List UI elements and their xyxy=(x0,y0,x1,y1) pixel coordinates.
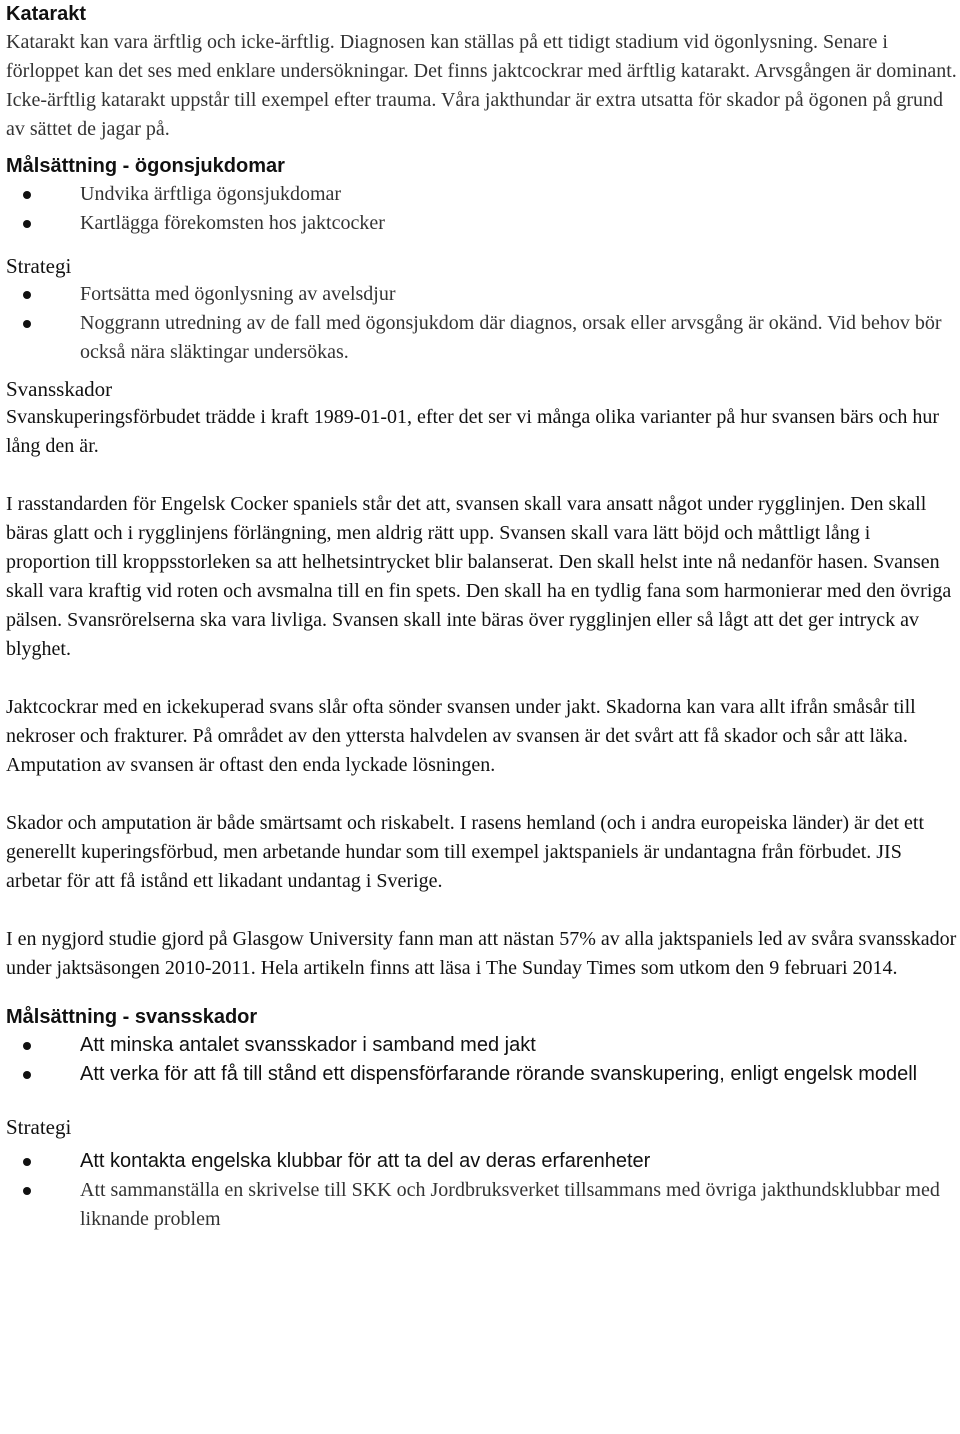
bullet-icon xyxy=(23,1187,31,1195)
bullet-icon xyxy=(23,1071,31,1079)
list-item: Undvika ärftliga ögonsjukdomar xyxy=(6,180,958,209)
list-item: Kartlägga förekomsten hos jaktcocker xyxy=(6,209,958,238)
bullet-icon xyxy=(23,1158,31,1166)
heading-malsattning-ogonsjukdomar: Målsättning - ögonsjukdomar xyxy=(6,155,285,177)
svansskador-paragraph-3: Jaktcockrar med en ickekuperad svans slår ofta sönder svansen under jakt. Skadorna kan vara allt ifrån småsår till nekroser och frakturer. På området av den yttersta halvdelen av svansen är det svårt att få skador och sår att läka. Amputation av svansen är oftast den enda lyckade lösningen. xyxy=(6,696,916,776)
bullet-icon xyxy=(23,291,31,299)
svansskador-paragraph-4: Skador och amputation är både smärtsamt och riskabelt. I rasens hemland (och i andra europeiska länder) är det ett generellt kuperingsförbud, men arbetande hundar som till exempel jaktspaniels är undantagna från förbudet. JIS arbetar för att få istånd ett likadant undantag i Sverige. xyxy=(6,812,924,892)
bullet-icon xyxy=(23,1042,31,1050)
heading-strategi-svans: Strategi xyxy=(6,1115,72,1139)
svansskador-paragraph-2: I rasstandarden för Engelsk Cocker spaniels står det att, svansen skall vara ansatt något under rygglinjen. Den skall bäras glatt och i rygglinjens förlängning, men aldrig rätt upp. Svansen skall vara lätt böjd och måttligt lång i proportion till kroppsstorleken sa att helhetsintrycket blir balanserat. Den skall helst inte nå nedanför hasen. Svansen skall vara kraftig vid roten och avsmalna till en fin spets. Den skall ha en tydlig fana som harmonierar med den övriga pälsen. Svansrörelserna ska vara livliga. Svansen skall inte bäras över rygglinjen eller så lågt att det ger intryck av blyghet. xyxy=(6,493,952,660)
list-item: Att sammanställa en skrivelse till SKK och Jordbruksverket tillsammans med övriga jakthundsklubbar med liknande problem xyxy=(6,1176,958,1234)
list-strategi-svans xyxy=(6,1141,958,1234)
document-page xyxy=(6,0,958,1234)
list-item: Fortsätta med ögonlysning av avelsdjur xyxy=(6,280,958,309)
list-malsattning-svansskador xyxy=(6,1031,958,1089)
list-item: Att kontakta engelska klubbar för att ta del av deras erfarenheter xyxy=(6,1141,958,1176)
katarakt-text: Katarakt kan vara ärftlig och icke-ärftlig. Diagnosen kan ställas på ett tidigt stadium vid ögonlysning. Senare i förloppet kan det ses med enklare undersökningar. Det finns jaktcockrar med ärftlig katarakt. Arvsgången är dominant. Icke-ärftlig katarakt uppstår till exempel efter trauma. Våra jakthundar är extra utsatta för skador på ögonen på grund av sättet de jagar på. xyxy=(6,31,957,140)
heading-svansskador: Svansskador xyxy=(6,377,113,401)
svansskador-paragraph-1: Svanskuperingsförbudet trädde i kraft 1989-01-01, efter det ser vi många olika varianter på hur svansen bärs och hur lång den är. xyxy=(6,406,940,457)
heading-malsattning-svansskador: Målsättning - svansskador xyxy=(6,1006,258,1028)
list-item: Noggrann utredning av de fall med ögonsjukdom där diagnos, orsak eller arvsgång är okänd. Vid behov bör också nära släktingar undersökas. xyxy=(6,309,958,367)
heading-strategi-ogon: Strategi xyxy=(6,254,72,278)
list-strategi-ogon xyxy=(6,280,958,367)
svansskador-paragraph-5: I en nygjord studie gjord på Glasgow University fann man att nästan 57% av alla jaktspaniels led av svåra svansskador under jaktsäsongen 2010-2011. Hela artikeln finns att läsa i The Sunday Times som utkom den 9 februari 2014. xyxy=(6,928,957,979)
bullet-icon xyxy=(23,220,31,228)
bullet-icon xyxy=(23,320,31,328)
list-item: Att minska antalet svansskador i samband med jakt xyxy=(6,1031,958,1060)
list-item: Att verka för att få till stånd ett dispensförfarande rörande svanskupering, enligt engelsk modell xyxy=(6,1060,958,1089)
bullet-icon xyxy=(23,191,31,199)
heading-katarakt: Katarakt xyxy=(6,3,87,25)
list-malsattning-ogonsjukdomar xyxy=(6,180,958,238)
